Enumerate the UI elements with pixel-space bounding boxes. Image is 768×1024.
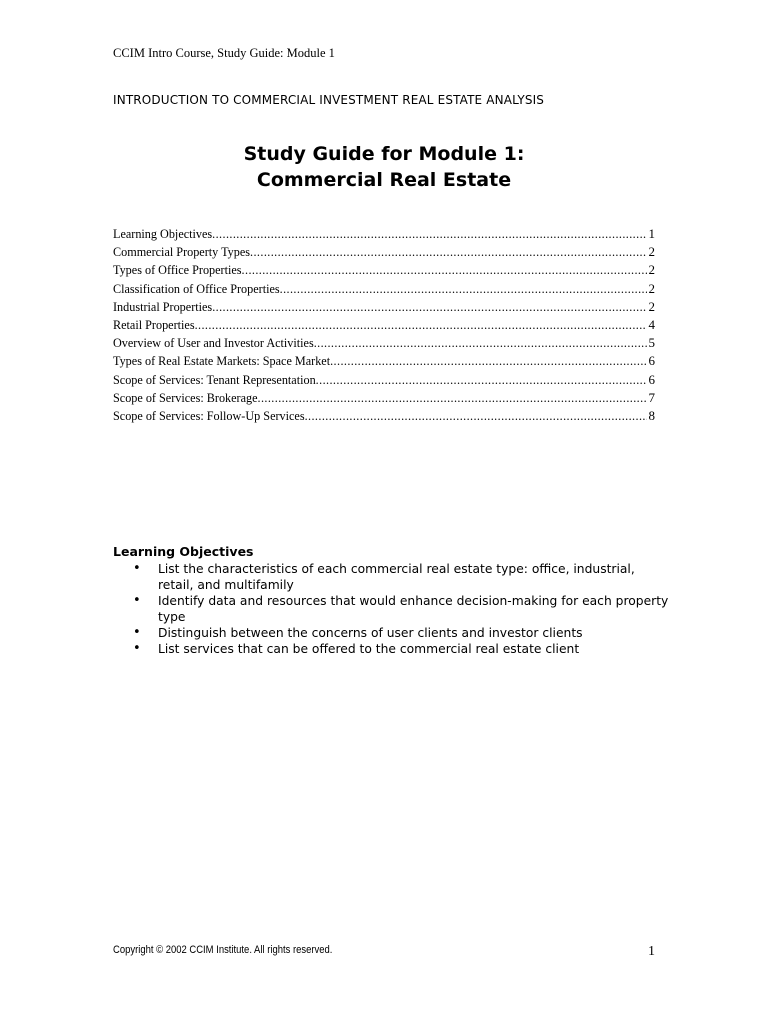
toc-entry-label: Overview of User and Investor Activities — [113, 336, 314, 351]
toc-dot-leader — [242, 261, 647, 279]
toc-entry-learning-objectives — [113, 225, 655, 243]
toc-entry-label: Learning Objectives — [113, 227, 213, 241]
toc-entry-label: Scope of Services: Tenant Representation — [113, 372, 316, 387]
toc-entry-label: Types of Real Estate Markets: Space Market — [113, 354, 331, 369]
toc-entry-label: Scope of Services: Brokerage — [113, 390, 258, 405]
bullet-icon: • — [133, 561, 141, 576]
objective-text: Distinguish between the concerns of user clients and investor clients — [158, 626, 583, 640]
document-title-line-2: Commercial Real Estate — [256, 169, 512, 191]
toc-entry-industrial-properties — [113, 298, 655, 316]
toc-entry-label: Types of Office Properties — [113, 263, 242, 278]
toc-dot-leader — [258, 389, 647, 407]
copyright-notice: Copyright © 2002 CCIM Institute. All rights reserved. — [113, 944, 333, 956]
toc-entry-page: 6 — [648, 353, 655, 369]
bullet-icon: • — [133, 593, 141, 608]
toc-entry-label: Classification of Office Properties — [113, 281, 280, 296]
toc-entry-retail-properties — [113, 316, 655, 334]
toc-entry-page: 4 — [648, 316, 655, 332]
toc-dot-leader — [280, 280, 647, 298]
toc-entry-types-of-office-properties — [113, 261, 655, 279]
learning-objectives-heading: Learning Objectives — [113, 544, 254, 559]
toc-entry-page: 6 — [648, 371, 655, 387]
toc-dot-leader — [195, 316, 647, 334]
toc-entry-follow-up-services — [113, 407, 655, 425]
toc-entry-page: 7 — [648, 389, 655, 405]
toc-entry-page: 2 — [648, 244, 655, 260]
toc-entry-user-and-investor-activities — [113, 334, 655, 352]
toc-dot-leader — [212, 298, 646, 316]
objective-item — [113, 593, 673, 625]
document-title-line-1: Study Guide for Module 1: — [243, 143, 525, 165]
objective-item — [113, 561, 673, 593]
page-number: 1 — [648, 944, 655, 959]
toc-entry-space-market — [113, 352, 655, 370]
toc-dot-leader — [316, 371, 647, 389]
toc-entry-brokerage — [113, 389, 655, 407]
toc-entry-classification-of-office-properties — [113, 280, 655, 298]
toc-dot-leader — [314, 334, 647, 352]
objective-text: List the characteristics of each commercial real estate type: office, industrial, retail, and multifamily — [158, 562, 635, 592]
toc-entry-page: 2 — [648, 298, 655, 314]
objective-item — [113, 641, 673, 657]
toc-dot-leader — [250, 243, 646, 261]
toc-entry-page: 8 — [648, 407, 655, 423]
toc-entry-label: Scope of Services: Follow-Up Services — [113, 408, 305, 423]
learning-objectives-list — [113, 561, 673, 657]
running-header: CCIM Intro Course, Study Guide: Module 1 — [113, 46, 335, 60]
bullet-icon: • — [133, 641, 141, 656]
bullet-icon: • — [133, 625, 141, 640]
toc-entry-page: 5 — [648, 335, 655, 351]
course-title: INTRODUCTION TO COMMERCIAL INVESTMENT REAL ESTATE ANALYSIS — [113, 93, 545, 107]
objective-item — [113, 625, 673, 641]
table-of-contents — [113, 225, 655, 425]
toc-dot-leader — [212, 225, 646, 243]
objective-text: Identify data and resources that would enhance decision-making for each property type — [158, 594, 669, 624]
toc-entry-label: Industrial Properties — [113, 299, 213, 314]
toc-entry-label: Commercial Property Types — [113, 245, 251, 260]
toc-entry-commercial-property-types — [113, 243, 655, 261]
toc-entry-label: Retail Properties — [113, 317, 195, 332]
toc-entry-page: 2 — [648, 262, 655, 278]
toc-dot-leader — [330, 352, 646, 370]
toc-entry-tenant-representation — [113, 371, 655, 389]
toc-entry-page: 2 — [648, 280, 655, 296]
toc-entry-page: 1 — [648, 226, 655, 241]
toc-dot-leader — [305, 407, 647, 425]
objective-text: List services that can be offered to the commercial real estate client — [158, 642, 580, 656]
